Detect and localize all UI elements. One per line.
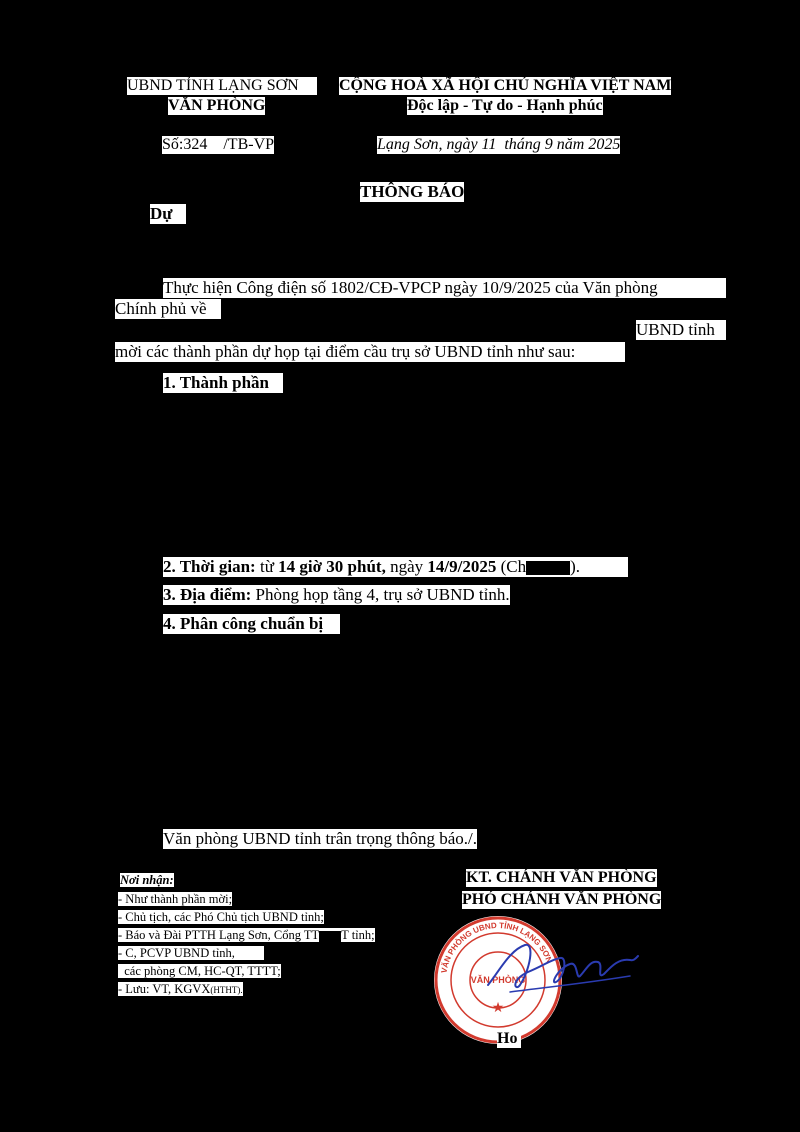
document-date: Lạng Sơn, ngày 11 tháng 9 năm 2025 [377, 136, 621, 153]
notice-title: THÔNG BÁO [360, 182, 465, 201]
recipient-item: - Báo và Đài PTTH Lạng Sơn, Cổng TT T tỉnh; [118, 928, 375, 942]
republic-motto: Độc lập - Tự do - Hạnh phúc [407, 97, 603, 114]
section-participants-heading: 1. Thành phần [163, 373, 283, 393]
section-time: 2. Thời gian: từ 14 giờ 30 phút, ngày 14/9/2025 (Ch ). [163, 557, 628, 577]
agency-office: VĂN PHÒNG [168, 97, 266, 114]
stamp-inner-text: VĂN PHÒNG [470, 975, 526, 985]
paragraph-line-2: Chính phủ về [115, 299, 221, 319]
recipient-item: - Như thành phần mời; [118, 892, 233, 906]
recipient-item: - Chủ tịch, các Phó Chủ tịch UBND tỉnh; [118, 910, 324, 924]
paragraph-line-4: mời các thành phần dự họp tại điểm cầu trụ sở UBND tỉnh như sau: [115, 342, 625, 362]
notice-subtitle-fragment: Dự [150, 204, 186, 224]
stamp-star-icon: ★ [491, 1001, 505, 1016]
paragraph-line-3: UBND tỉnh [636, 320, 726, 340]
recipient-item: các phòng CM, HC-QT, TTTT; [118, 964, 281, 978]
document-number: Số:324 /TB-VP [162, 136, 275, 153]
recipient-item: - C, PCVP UBND tỉnh, [118, 946, 264, 960]
signature-title-1: KT. CHÁNH VĂN PHÒNG [466, 869, 657, 886]
closing-sentence: Văn phòng UBND tỉnh trân trọng thông báo./. [163, 829, 477, 848]
recipient-item: - Lưu: VT, KGVX(HTHT). [118, 982, 243, 996]
signature-title-2: PHÓ CHÁNH VĂN PHÒNG [462, 891, 662, 908]
handwritten-signature [480, 930, 640, 1005]
republic-name: CỘNG HOÀ XÃ HỘI CHỦ NGHĨA VIỆT NAM [339, 77, 672, 94]
paragraph-line-1: Thực hiện Công điện số 1802/CĐ-VPCP ngày 10/9/2025 của Văn phòng [163, 278, 726, 298]
agency-name: UBND TỈNH LẠNG SƠN [127, 77, 317, 95]
signer-name-fragment: Ho [497, 1030, 521, 1048]
section-preparation-heading: 4. Phân công chuẩn bị [163, 614, 340, 634]
section-location: 3. Địa điểm: Phòng họp tầng 4, trụ sở UBND tỉnh. [163, 585, 510, 604]
stamp-outer-text: VĂN PHÒNG UBND TỈNH LẠNG SƠN [439, 920, 554, 974]
recipients-heading: Nơi nhận: [120, 873, 174, 887]
